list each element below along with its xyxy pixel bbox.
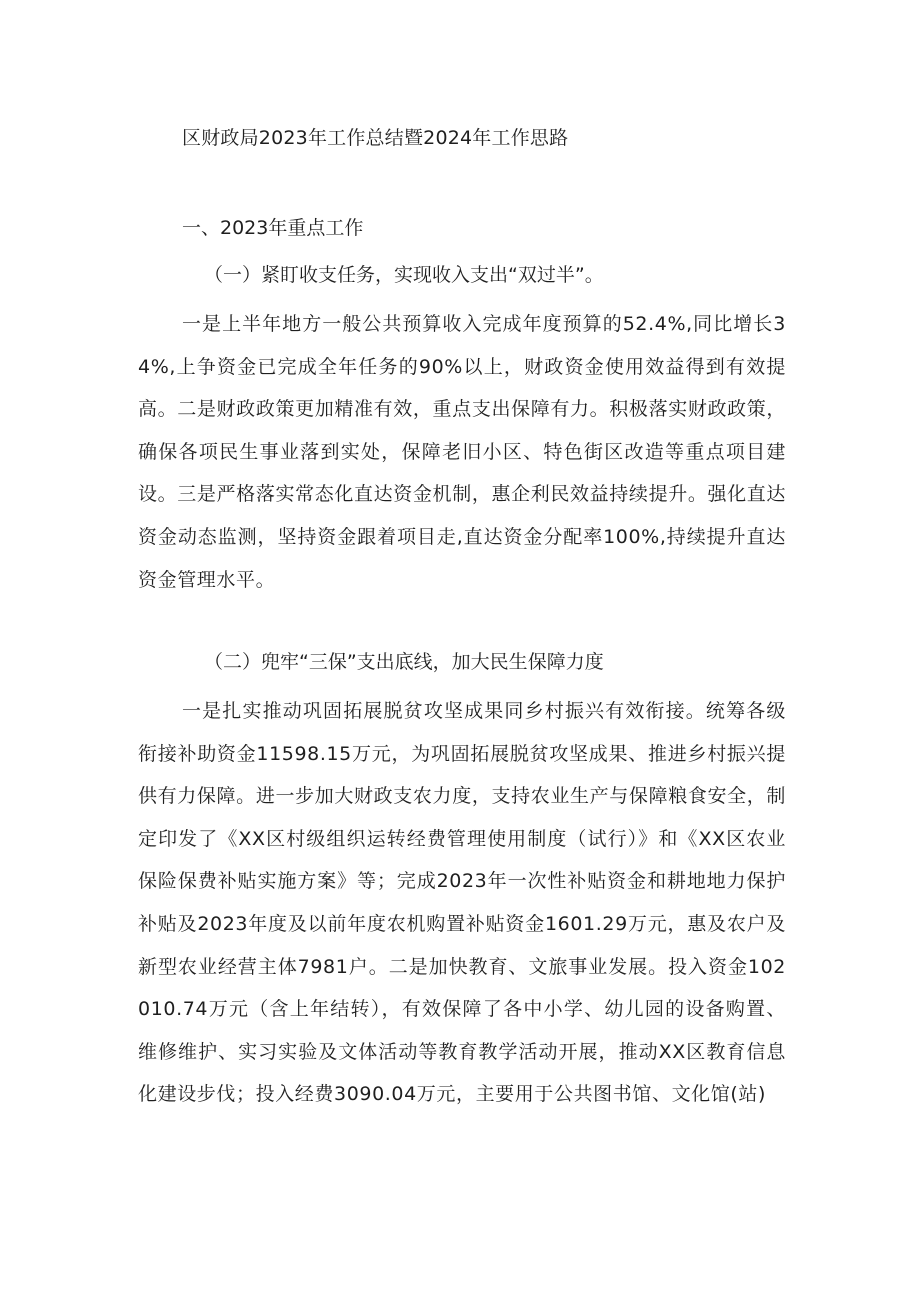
subsection-heading-1: （一）紧盯收支任务，实现收入支出“双过半”。	[204, 264, 604, 286]
section-heading: 一、2023年重点工作	[182, 217, 364, 239]
paragraph-2: 一是扎实推动巩固拓展脱贫攻坚成果同乡村振兴有效衔接。统筹各级衔接补助资金11598.15万元，为巩固拓展脱贫攻坚成果、推进乡村振兴提供有力保障。进一步加大财政支农力度，支持农业生产与保障粮食安全，制定印发了《XX区村级组织运转经费管理使用制度（试行）》和《XX区农业保险保费补贴实施方案》等；完成2023年一次性补贴资金和耕地地力保护补贴及2023年度及以前年度农机购置补贴资金1601.29万元，惠及农户及新型农业经营主体7981户。二是加快教育、文旅事业发展。投入资金102010.74万元（含上年结转），有效保障了各中小学、幼儿园的设备购置、维修维护、实习实验及文体活动等教育教学活动开展，推动XX区教育信息化建设步伐；投入经费3090.04万元，主要用于公共图书馆、文化馆(站)	[138, 700, 786, 1106]
subsection-heading-2: （二）兜牢“三保”支出底线，加大民生保障力度	[204, 651, 604, 673]
paragraph-1: 一是上半年地方一般公共预算收入完成年度预算的52.4%,同比增长34%,上争资金已完成全年任务的90%以上，财政资金使用效益得到有效提高。二是财政政策更加精准有效，重点支出保障有力。积极落实财政政策，确保各项民生事业落到实处，保障老旧小区、特色街区改造等重点项目建设。三是严格落实常态化直达资金机制，惠企利民效益持续提升。强化直达资金动态监测，坚持资金跟着项目走,直达资金分配率100%,持续提升直达资金管理水平。	[138, 313, 786, 591]
document-title: 区财政局2023年工作总结暨2024年工作思路	[182, 127, 569, 149]
